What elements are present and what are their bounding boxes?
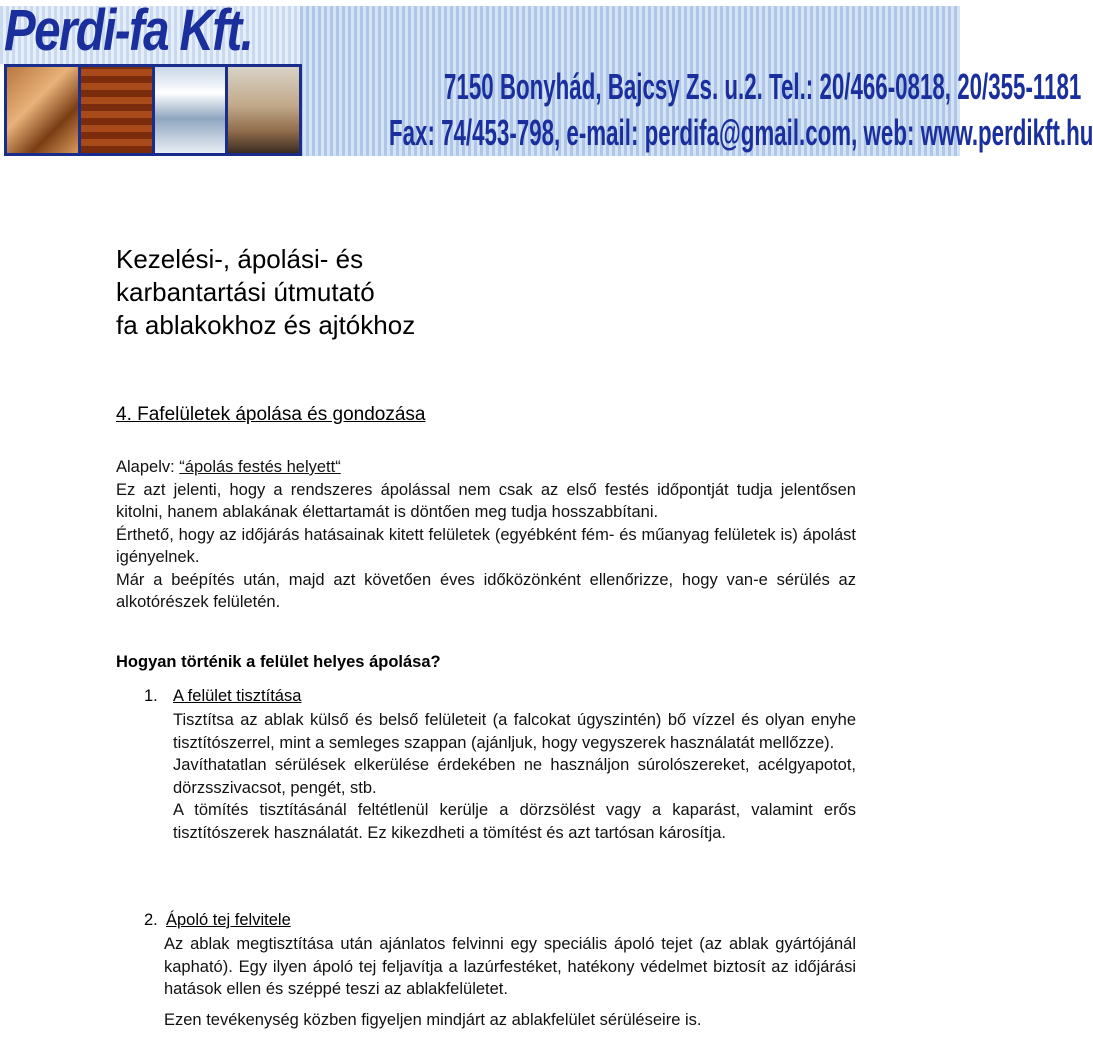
item-2-paragraph-1: Az ablak megtisztítása után ajánlatos felvinni egy speciális ápoló tejet (az ablak gyártójánál kapható). Egy ilyen ápoló tej feljavítja a lazúrfestéket, hatékony védelmet biztosít az időjárási hatások ellen és széppé teszi az ablakfelületet. [164, 935, 856, 998]
product-photo-strip [4, 64, 302, 156]
item-1-paragraph-3: A tömítés tisztításánál feltétlenül kerülje a dörzsölést vagy a kaparást, valamint erős tisztítószerek használatát. Ez kikezdheti a tömítést és azt tartósan károsítja. [173, 801, 856, 842]
section-heading: 4. Fafelületek ápolása és gondozása [116, 404, 426, 425]
interior-photo [228, 67, 299, 153]
principle-line [116, 456, 856, 479]
item-1-body [173, 709, 856, 844]
item-1-paragraph-2: Javíthatatlan sérülések elkerülése érdekében ne használjon súrolószereket, acélgyapotot, dörzsszivacsot, pengét, stb. [173, 756, 856, 797]
title-line-3: fa ablakokhoz és ajtókhoz [116, 310, 416, 340]
item-1-number: 1. [144, 687, 158, 705]
item-2-paragraph-2: Ezen tevékenység közben figyeljen mindjárt az ablakfelület sérüléseire is. [164, 1010, 702, 1029]
principle-paragraph-1: Ez azt jelenti, hogy a rendszeres ápolással nem csak az első festés időpontját tudja jelentősen kitolni, hanem ablakának élettartamát is döntően meg tudja hosszabbítani. [116, 480, 856, 521]
principle-paragraph-3: Már a beépítés után, majd azt követően éves időközönként ellenőrizze, hogy van-e sérülés az alkotórészek felületén. [116, 570, 856, 611]
item-2-title: Ápoló tej felvitele [166, 911, 291, 929]
document-title [116, 243, 415, 342]
item-1-title: A felület tisztítása [173, 687, 302, 705]
item-1-paragraph-1: Tisztítsa az ablak külső és belső felületeit (a falcokat úgyszintén) bő vízzel és olyan enyhe tisztítószerrel, mint a semleges szappan (ajánljuk, hogy vegyszerek használatát mellőzze). [173, 711, 856, 752]
principle-block [116, 456, 856, 614]
contact-fax-email-web: Fax: 74/453-798, e-mail: perdifa@gmail.com, web: www.perdikft.hu [389, 112, 1093, 153]
item-2-body [164, 933, 856, 1031]
question-heading: Hogyan történik a felület helyes ápolása? [116, 653, 441, 671]
company-logo: Perdi-fa Kft. [4, 0, 253, 63]
principle-paragraph-2: Érthető, hogy az időjárás hatásainak kitett felületek (egyébként fém- és műanyag felületek is) ápolást igényelnek. [116, 525, 856, 566]
principle-quote: “ápolás festés helyett“ [179, 458, 341, 476]
window-photo [155, 67, 226, 153]
title-line-2: karbantartási útmutató [116, 277, 375, 307]
garage-door-photo [81, 67, 152, 153]
staircase-photo [7, 67, 78, 153]
principle-label: Alapelv: [116, 458, 180, 476]
title-line-1: Kezelési-, ápolási- és [116, 244, 364, 274]
letterhead [0, 0, 1093, 160]
item-2-number: 2. [144, 911, 158, 929]
contact-address-phone: 7150 Bonyhád, Bajcsy Zs. u.2. Tel.: 20/466-0818, 20/355-1181 [444, 66, 1082, 107]
